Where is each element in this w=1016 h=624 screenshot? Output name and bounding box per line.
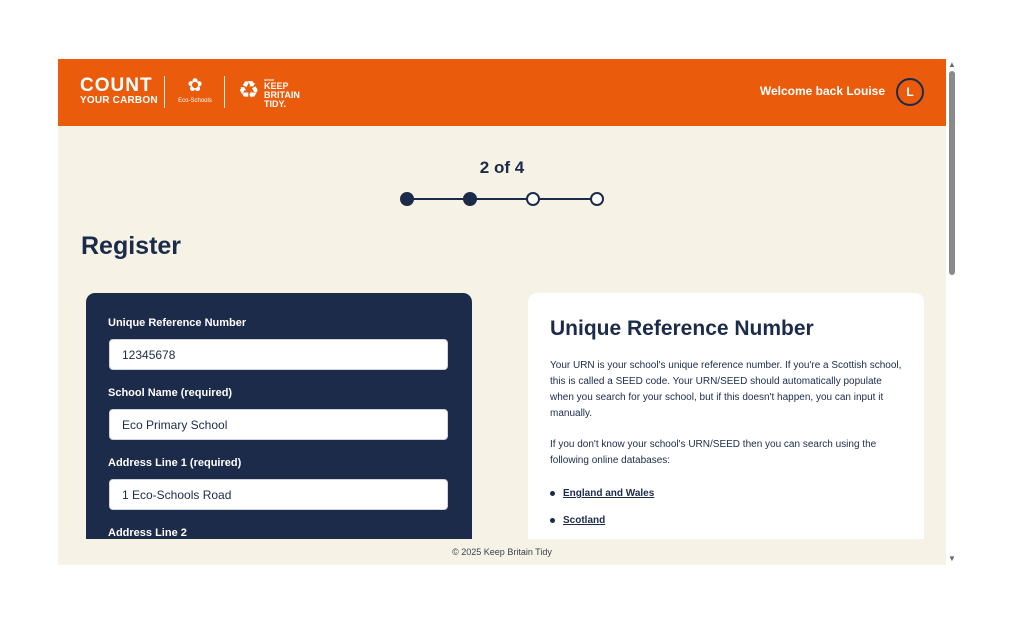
- site-header: [58, 59, 946, 126]
- info-title: Unique Reference Number: [550, 317, 814, 340]
- info-paragraph-1: Your URN is your school's unique reference number. If you're a Scottish school, this is called a SEED code. Your URN/SEED should automatically populate when you search for your school, but if this doesn't happen, you can input it manually.: [550, 360, 902, 419]
- footer-copyright: © 2025 Keep Britain Tidy: [58, 539, 946, 565]
- scroll-down-icon[interactable]: ▼: [948, 554, 956, 563]
- step-dot-1: [400, 192, 414, 206]
- logo-carbon-text: YOUR CARBON: [80, 95, 158, 106]
- urn-info-card: [528, 293, 924, 565]
- logo-divider: [224, 76, 225, 108]
- step-dot-2: [463, 192, 477, 206]
- logo-count-text: COUNT: [80, 75, 153, 96]
- welcome-message: Welcome back Louise: [759, 84, 885, 98]
- england-wales-link[interactable]: England and Wales: [563, 488, 655, 499]
- step-dot-3: [526, 192, 540, 206]
- progress-stepper: [400, 192, 604, 206]
- list-item: [550, 515, 605, 526]
- kbt-line2: BRITAIN: [264, 90, 300, 100]
- scrollbar-thumb[interactable]: [949, 71, 955, 275]
- address-line-1-label: Address Line 1 (required): [108, 457, 242, 469]
- kbt-wordmark: [264, 77, 324, 109]
- list-item: [550, 488, 654, 499]
- scroll-up-icon[interactable]: ▲: [948, 60, 956, 69]
- stepper-track: [407, 198, 597, 200]
- registration-form: [86, 293, 472, 565]
- logo-divider: [164, 76, 165, 108]
- eco-schools-logo[interactable]: [176, 75, 214, 104]
- school-name-input[interactable]: [109, 409, 448, 440]
- school-name-label: School Name (required): [108, 387, 233, 399]
- kbt-line1: KEEP: [264, 81, 289, 91]
- kbt-small-text: since: [264, 77, 275, 82]
- address-line-1-input[interactable]: [109, 479, 448, 510]
- bullet-icon: [550, 518, 555, 523]
- kbt-line3: TIDY.: [264, 99, 287, 109]
- scotland-link[interactable]: Scotland: [563, 515, 606, 526]
- page-scrollbar[interactable]: [946, 59, 958, 565]
- bullet-icon: [550, 491, 555, 496]
- tidyman-icon: ♻: [238, 77, 260, 104]
- page-title: Register: [81, 232, 182, 260]
- urn-label: Unique Reference Number: [108, 317, 247, 329]
- step-dot-4: [590, 192, 604, 206]
- eco-schools-label: Eco-Schools: [178, 98, 212, 104]
- address-line-2-label: Address Line 2: [108, 527, 187, 539]
- step-counter: 2 of 4: [479, 158, 525, 177]
- count-your-carbon-logo[interactable]: [80, 76, 158, 106]
- user-avatar[interactable]: L: [896, 78, 924, 106]
- eco-schools-icon: ✿: [187, 75, 203, 95]
- info-paragraph-2: If you don't know your school's URN/SEED then you can search using the following online databases:: [550, 439, 877, 466]
- urn-input[interactable]: [109, 339, 448, 370]
- app-frame: [58, 59, 946, 565]
